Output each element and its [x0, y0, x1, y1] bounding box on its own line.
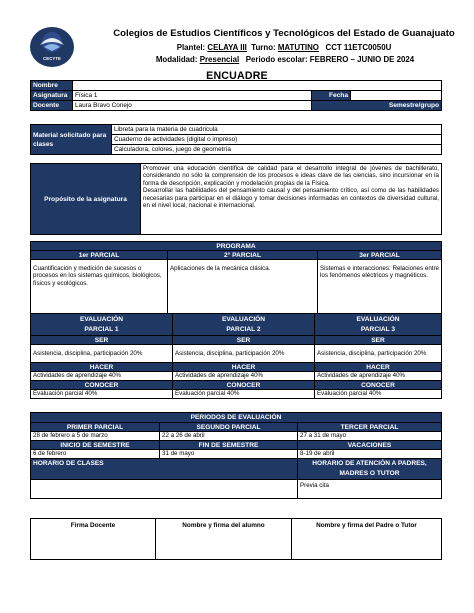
programa-content: Cuantificación y medición de sucesos o procesos en los sistemas químicos, biológicos, físicos y ecológicos.	[31, 260, 168, 317]
cct-code: CCT 11ETC0050U	[325, 43, 392, 52]
material-item: Libreta para la materia de cuadricula	[112, 125, 442, 135]
asignatura-label: Asignatura	[31, 91, 73, 101]
firma-alumno: Nombre y firma del alumno	[156, 519, 292, 560]
fin-label: FIN DE SEMESTRE	[160, 441, 298, 450]
periodo-escolar: Periodo escolar: FEBRERO – JUNIO DE 2024	[245, 55, 415, 64]
ser-label: SER	[31, 336, 173, 345]
parcial-header: 3er PARCIAL	[318, 251, 442, 260]
proposito-label: Propósito de la asignatura	[31, 164, 141, 235]
evaluacion-table	[30, 313, 442, 399]
conocer-value: Evaluación parcial 40%	[31, 390, 173, 399]
conocer-label: CONOCER	[31, 381, 173, 390]
docente-value: Laura Bravo Conejo	[73, 101, 312, 111]
institution-logo	[30, 27, 74, 67]
material-item: Calculadora, colores, juego de geometría	[112, 145, 442, 155]
plantel-value: CELAYA III	[207, 43, 247, 52]
parcial-label: TERCER PARCIAL	[298, 423, 442, 432]
institution-name: Colegios de Estudios Científicos y Tecnológicos del Estado de Guanajuato	[113, 28, 455, 39]
programa-table	[30, 241, 442, 317]
header-block	[100, 28, 468, 39]
logo-graphic	[30, 27, 74, 67]
nombre-value[interactable]	[73, 81, 442, 91]
fin-value: 31 de mayo	[160, 450, 298, 459]
inicio-value: 6 de febrero	[31, 450, 160, 459]
turno-value: MATUTINO	[277, 43, 319, 52]
firma-docente: Firma Docente	[31, 519, 156, 560]
modalidad-value: Presencial	[199, 55, 240, 64]
fecha-label: Fecha	[312, 91, 351, 101]
semestre-label: Semestre/grupo	[312, 101, 442, 111]
conocer-label: CONOCER	[315, 381, 442, 390]
conocer-value: Evaluación parcial 40%	[173, 390, 315, 399]
plantel-line	[136, 43, 432, 52]
horario-atencion-label: HORARIO DE ATENCIÓN A PADRES, MADRES O TUTOR	[298, 459, 442, 480]
proposito-paragraph-1: Promover una educación científica de calidad para el desarrollo integral de jóvenes de bachillerato, considerando no sólo la comprensión de los procesos e ideas clave de las ciencias, sino incursionar en la forma de descripción, explicación y modelación propias de la Física.	[143, 165, 439, 187]
hacer-label: HACER	[315, 363, 442, 372]
material-table	[30, 124, 442, 155]
horario-clases-label: HORARIO DE CLASES	[31, 459, 298, 480]
asignatura-value: Física 1	[73, 91, 312, 101]
ser-value: Asistencia, disciplina, participación 20%	[315, 345, 442, 363]
evaluacion-header: EVALUACIÓN PARCIAL 1	[31, 314, 173, 336]
parcial-fecha: 28 de febrero a 5 de marzo	[31, 432, 160, 441]
programa-content: Aplicaciones de la mecánica clásica.	[168, 260, 318, 317]
evaluacion-header: EVALUACIÓN PARCIAL 2	[173, 314, 315, 336]
inicio-label: INICIO DE SEMESTRE	[31, 441, 160, 450]
parcial-label: PRIMER PARCIAL	[31, 423, 160, 432]
parcial-fecha: 22 a 26 de abril	[160, 432, 298, 441]
programa-title: PROGRAMA	[31, 242, 442, 251]
evaluacion-header: EVALUACIÓN PARCIAL 3	[315, 314, 442, 336]
ser-label: SER	[315, 336, 442, 345]
horario-clases-value[interactable]	[31, 480, 298, 499]
conocer-label: CONOCER	[173, 381, 315, 390]
proposito-table	[30, 163, 442, 235]
ser-label: SER	[173, 336, 315, 345]
parcial-header: 2° PARCIAL	[168, 251, 318, 260]
hacer-value: Actividades de aprendizaje 40%	[315, 372, 442, 381]
ser-value: Asistencia, disciplina, participación 20%	[31, 345, 173, 363]
conocer-value: Evaluación parcial 40%	[315, 390, 442, 399]
hacer-label: HACER	[173, 363, 315, 372]
parcial-fecha: 27 a 31 de mayo	[298, 432, 442, 441]
plantel-label: Plantel:	[176, 43, 206, 52]
proposito-paragraph-2: Desarrollar las habilidades del pensamiento causal y del pensamiento crítico, así como de las habilidades necesarias para participar en el diálogo y tomar decisiones informadas en contextos de diversidad cultural, en el nivel local, nacional e internacional.	[143, 187, 439, 210]
material-item: Cuaderno de actividades (digital o impreso)	[112, 135, 442, 145]
horario-atencion-value: Previa cita	[298, 480, 442, 499]
parcial-header: 1er PARCIAL	[31, 251, 168, 260]
modalidad-line	[120, 55, 450, 64]
modalidad-label: Modalidad:	[155, 55, 198, 64]
proposito-text	[141, 164, 442, 235]
hacer-value: Actividades de aprendizaje 40%	[173, 372, 315, 381]
page-title: ENCUADRE	[206, 70, 268, 82]
periodos-table	[30, 412, 442, 499]
vacaciones-value: 8-19 de abril	[298, 450, 442, 459]
periodos-title: PERIODOS DE EVALUACIÓN	[31, 413, 442, 423]
vacaciones-label: VACACIONES	[298, 441, 442, 450]
hacer-value: Actividades de aprendizaje 40%	[31, 372, 173, 381]
turno-label: Turno:	[251, 43, 276, 52]
parcial-label: SEGUNDO PARCIAL	[160, 423, 298, 432]
hacer-label: HACER	[31, 363, 173, 372]
programa-content: Sistemas e interacciones: Relaciones entre los fenómenos eléctricos y magnéticos.	[318, 260, 442, 317]
logo-text: CECYTE	[43, 56, 61, 61]
firmas-table	[30, 518, 442, 560]
material-label: Material solicitado para clases	[31, 125, 112, 155]
ser-value: Asistencia, disciplina, participación 20%	[173, 345, 315, 363]
firma-padre: Nombre y firma del Padre o Tutor	[292, 519, 442, 560]
docente-label: Docente	[31, 101, 73, 111]
nombre-label: Nombre	[31, 81, 73, 91]
info-table	[30, 80, 442, 111]
fecha-value[interactable]	[351, 91, 442, 101]
